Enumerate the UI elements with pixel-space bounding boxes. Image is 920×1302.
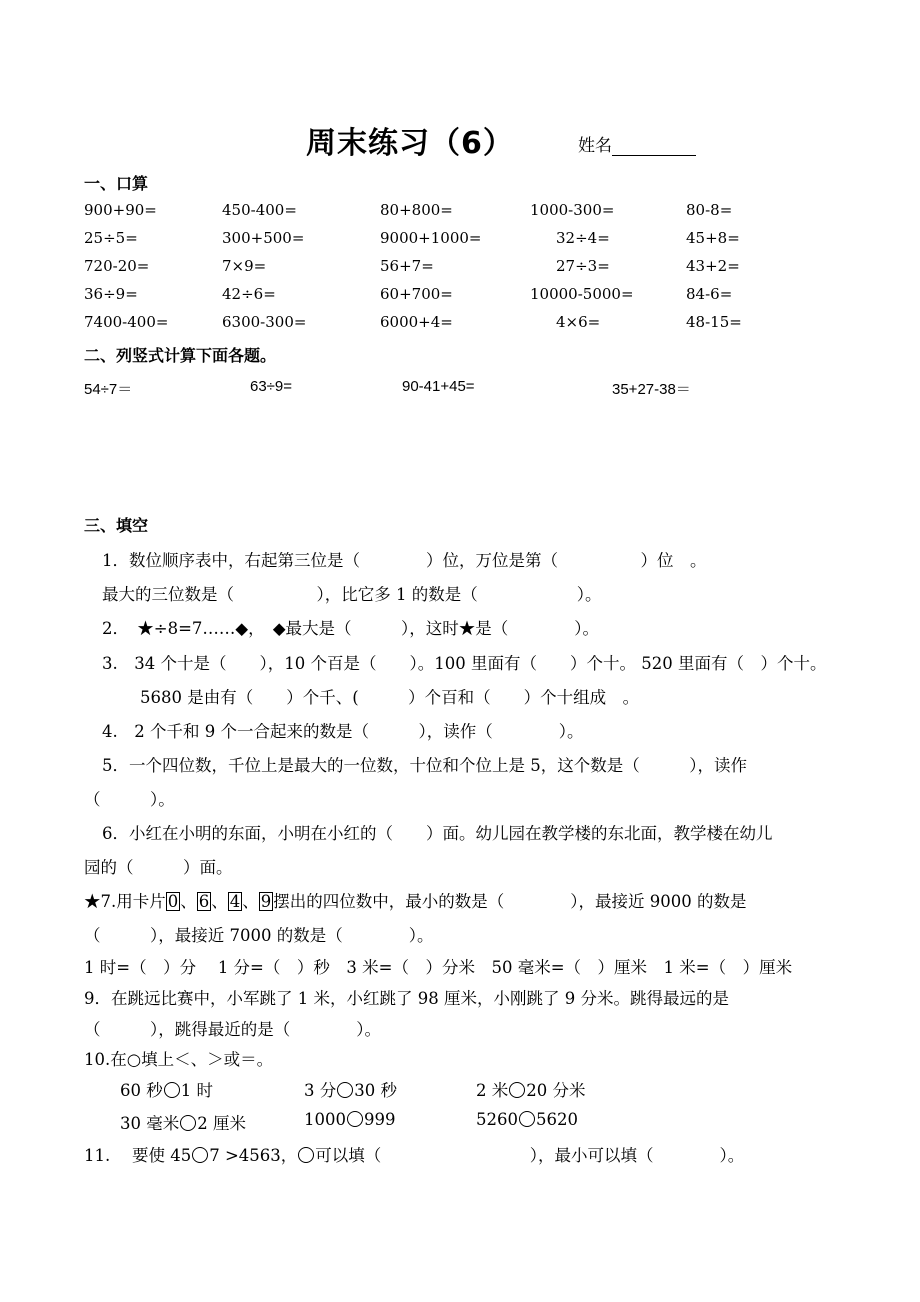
- name-label: 姓名: [578, 136, 612, 156]
- compare-right: 30 秒: [354, 1081, 397, 1100]
- vertical-problem-3: 90-41+45=: [402, 378, 475, 395]
- vertical-problem-4: 35+27-38＝: [612, 381, 691, 398]
- question-11-part-b: 7 >4563，: [209, 1146, 298, 1165]
- calc-item: 300+500=: [222, 229, 305, 247]
- compare-right: 999: [364, 1110, 396, 1129]
- card-separator: 、: [242, 892, 259, 911]
- compare-right: 2 厘米: [197, 1114, 246, 1133]
- question-6-line-2: 园的（ ）面。: [84, 858, 233, 877]
- calc-item: 6000+4=: [380, 313, 453, 331]
- blank-circle: [298, 1147, 314, 1163]
- question-6-line-1: 6．小红在小明的东面，小明在小红的（ ）面。幼儿园在教学楼的东北面，教学楼在幼儿: [102, 824, 773, 843]
- question-1-line-2: 最大的三位数是（ ），比它多 1 的数是（ ）。: [102, 585, 602, 604]
- blank-circle: [192, 1147, 208, 1163]
- question-7-prefix: ★7.用卡片: [84, 892, 166, 911]
- question-1-line-1: 1．数位顺序表中，右起第三位是（ ）位，万位是第（ ）位 。: [102, 551, 707, 570]
- vertical-problem-2: 63÷9=: [250, 378, 293, 395]
- calc-item: 7×9=: [222, 257, 267, 275]
- number-card-9: 9: [260, 892, 272, 911]
- compare-right: 5620: [536, 1110, 578, 1129]
- question-5-line-1: 5．一个四位数，千位上是最大的一位数，十位和个位上是 5，这个数是（ ），读作: [102, 756, 747, 775]
- compare-right: 1 时: [180, 1081, 213, 1100]
- calc-item: 36÷9=: [84, 285, 138, 303]
- calc-item: 25÷5=: [84, 229, 138, 247]
- question-8-units: 1 时=（ ）分 1 分=（ ）秒 3 米=（ ）分米 50 毫米=（ ）厘米 1 米=（ ）厘米: [84, 958, 793, 977]
- calc-item: 48-15=: [686, 313, 742, 331]
- question-11: [84, 1142, 744, 1166]
- compare-item-4: [120, 1110, 246, 1134]
- question-7-line-2: （ ），最接近 7000 的数是（ ）。: [84, 926, 434, 945]
- calc-item: 56+7=: [380, 257, 434, 275]
- calc-item: 32÷4=: [556, 229, 610, 247]
- question-9-line-2: （ ），跳得最近的是（ ）。: [84, 1020, 381, 1039]
- calc-item: 720-20=: [84, 257, 150, 275]
- calc-item: 450-400=: [222, 201, 297, 219]
- calc-item: 7400-400=: [84, 313, 169, 331]
- question-2: 2． ★÷8=7……◆， ◆最大是（ ），这时★是（ ）。: [102, 619, 600, 638]
- blank-circle: [347, 1111, 363, 1127]
- calc-item: 10000-5000=: [530, 285, 634, 303]
- compare-item-5: [304, 1110, 396, 1129]
- question-7-line-1: [84, 888, 746, 912]
- calc-item: 42÷6=: [222, 285, 276, 303]
- section1-heading: 一、口算: [84, 174, 149, 193]
- calc-item: 900+90=: [84, 201, 157, 219]
- question-11-part-c: 可以填（ ），最小可以填（ ）。: [315, 1146, 745, 1165]
- name-blank-line: [612, 137, 696, 156]
- question-3-line-1: 3. 34 个十是（ ），10 个百是（ ）。100 里面有（ ）个十。 520 里面有（ ）个十。: [102, 654, 827, 673]
- calc-item: 43+2=: [686, 257, 740, 275]
- blank-circle: [509, 1082, 525, 1098]
- number-card-4: 4: [229, 892, 241, 911]
- compare-right: 20 分米: [526, 1081, 586, 1100]
- compare-left: 3 分: [304, 1081, 337, 1100]
- number-card-6: 6: [198, 892, 210, 911]
- compare-left: 2 米: [476, 1081, 509, 1100]
- question-10-heading: 10.在○填上＜、＞或＝。: [84, 1050, 274, 1069]
- card-separator: 、: [180, 892, 197, 911]
- compare-left: 1000: [304, 1110, 346, 1129]
- compare-left: 30 毫米: [120, 1114, 180, 1133]
- card-separator: 、: [211, 892, 228, 911]
- question-11-part-a: 11. 要使 45: [84, 1146, 192, 1165]
- question-4: 4. 2 个千和 9 个一合起来的数是（ ），读作（ ）。: [102, 722, 584, 741]
- compare-left: 5260: [476, 1110, 518, 1129]
- calc-item: 6300-300=: [222, 313, 307, 331]
- section3-heading: 三、填空: [84, 516, 149, 535]
- calc-item: 60+700=: [380, 285, 453, 303]
- calc-item: 1000-300=: [530, 201, 615, 219]
- calc-item: 27÷3=: [556, 257, 610, 275]
- vertical-problem-1: 54÷7＝: [84, 381, 133, 398]
- compare-item-3: [476, 1077, 586, 1101]
- compare-item-6: [476, 1110, 578, 1129]
- question-9-line-1: 9．在跳远比赛中，小军跳了 1 米，小红跳了 98 厘米，小刚跳了 9 分米。跳得最远的是: [84, 989, 729, 1008]
- blank-circle: [180, 1115, 196, 1131]
- calc-item: 80+800=: [380, 201, 453, 219]
- compare-left: 60 秒: [120, 1081, 163, 1100]
- calc-item: 45+8=: [686, 229, 740, 247]
- calc-item: 84-6=: [686, 285, 733, 303]
- question-5-line-2: （ ）。: [84, 790, 175, 809]
- compare-item-1: [120, 1077, 213, 1101]
- number-card-0: 0: [167, 892, 179, 911]
- section2-heading: 二、列竖式计算下面各题。: [84, 346, 277, 365]
- calc-item: 4×6=: [556, 313, 601, 331]
- blank-circle: [519, 1111, 535, 1127]
- calc-item: 80-8=: [686, 201, 733, 219]
- blank-circle: [164, 1082, 180, 1098]
- question-3-line-2: 5680 是由有（ ）个千、( ）个百和（ ）个十组成 。: [140, 688, 640, 707]
- question-7-suffix: 摆出的四位数中，最小的数是（ ），最接近 9000 的数是: [273, 892, 747, 911]
- page-title: 周末练习（6）: [306, 126, 514, 161]
- calc-item: 9000+1000=: [380, 229, 482, 247]
- name-field: [578, 131, 696, 156]
- compare-item-2: [304, 1077, 397, 1101]
- blank-circle: [337, 1082, 353, 1098]
